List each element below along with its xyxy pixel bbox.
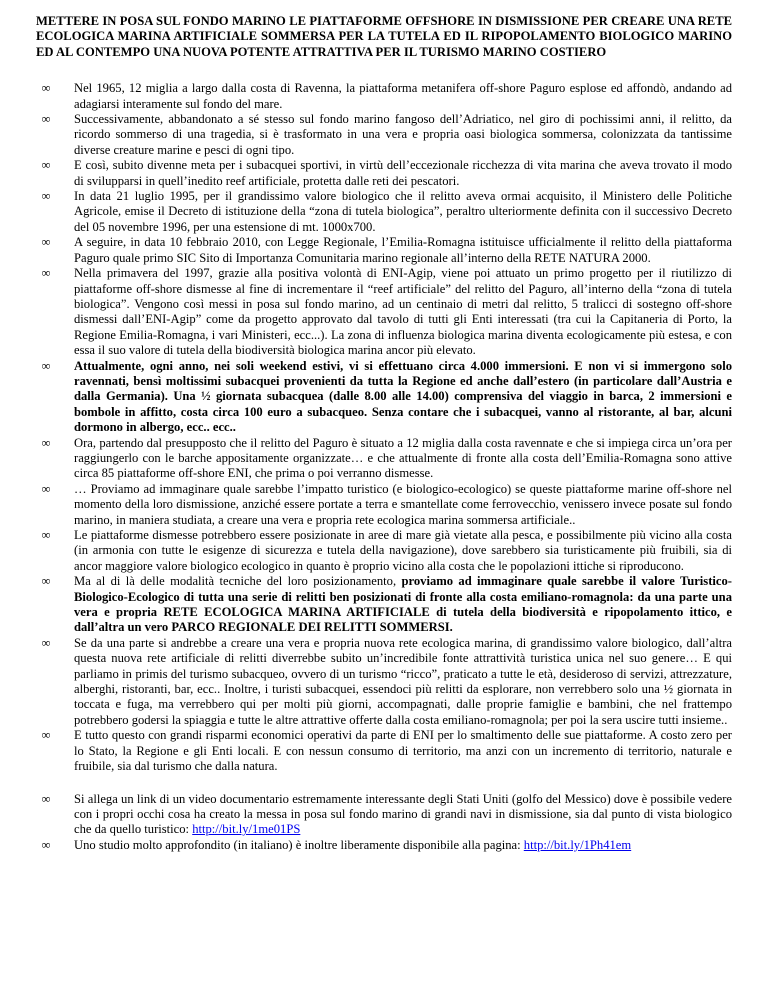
list-item bbox=[36, 574, 732, 636]
bullet-icon: ∞ bbox=[41, 358, 51, 373]
bullet-icon: ∞ bbox=[41, 435, 51, 450]
list-item bbox=[36, 158, 732, 189]
list-item bbox=[36, 838, 732, 853]
bullet-icon: ∞ bbox=[41, 266, 51, 281]
list-item-text: E così, subito divenne meta per i subacquei sportivi, in virtù dell’eccezionale ricchezza di vita marina che aveva trovato il modo di svilupparsi in quell’inedito reef artificiale, protetta dalle reti dei pescatori. bbox=[74, 158, 732, 188]
list-item-bold-text: Attualmente, ogni anno, nei soli weekend estivi, vi si effettuano circa 4.000 immersioni. E non vi si immergono solo ravennati, bensì moltissimi subacquei provenienti da tutta la Regione ed anche dall’estero (in particolare dall’Austria e dalla Germania). Una ½ giornata subacquea (dalle 8.00 alle 14.00) comprensiva del viaggio in barca, 2 immersioni e bombole in affitto, costa circa 100 euro a subacqueo. Senza contare che i subacquei, vanno al ristorante, al bar, alcuni dormono in albergo, ecc.. ecc.. bbox=[74, 358, 732, 435]
list-item bbox=[36, 436, 732, 482]
list-item-text: Ora, partendo dal presupposto che il relitto del Paguro è situato a 12 miglia dalla costa ravennate e che si impiega circa un’ora per raggiungerlo con le barche appositamente organizzate… e che attualmente di fronte alla costa dell’Emilia-Romagna sono attive circa 85 piattaforme off-shore ENI, che prima o poi verranno dismesse. bbox=[74, 435, 732, 481]
list-item bbox=[36, 359, 732, 436]
list-item bbox=[36, 266, 732, 358]
bullet-icon: ∞ bbox=[41, 728, 51, 743]
list-item-text: Nel 1965, 12 miglia a largo dalla costa di Ravenna, la piattaforma metanifera off-shore Paguro esplose ed affondò, andando ad adagiarsi interamente sul fondo del mare. bbox=[74, 81, 732, 111]
bullet-icon: ∞ bbox=[41, 158, 51, 173]
list-item-text: Le piattaforme dismesse potrebbero essere posizionate in aree di mare già vietate alla pesca, e possibilmente più vicino alla costa (in armonia con tutte le esigenze di sicurezza e tutela della navigazione), dove sarebbero sia turisticamente più fruibili, sia di ancor maggiore valore biologico ecologico in quanto è proprio vicino alla costa che le popolazioni ittiche si riproducono. bbox=[74, 528, 732, 573]
list-item-bold-text: proviamo ad immaginare quale sarebbe il valore Turistico-Biologico-Ecologico di tutta una serie di relitti ben posizionati di fronte alla costa emiliano-romagnola: da una parte una vera e propria RETE ECOLOGICA MARINA ARTIFICIALE di tutela della biodiversità e ripopolamento ittico, e dall’altra un vero PARCO REGIONALE DEI RELITTI SOMMERSI. bbox=[74, 574, 732, 635]
bullet-icon: ∞ bbox=[41, 189, 51, 204]
bullet-icon: ∞ bbox=[41, 112, 51, 127]
document-title: METTERE IN POSA SUL FONDO MARINO LE PIATTAFORME OFFSHORE IN DISMISSIONE PER CREARE UNA RETE ECOLOGICA MARINA ARTIFICIALE SOMMERSA PER LA TUTELA ED IL RIPOPOLAMENTO BIOLOGICO MARINO ED AL CONTEMPO UNA NUOVA POTENTE ATTRATTIVA PER IL TURISMO MARINO COSTIERO bbox=[36, 14, 732, 59]
bullet-icon: ∞ bbox=[41, 481, 51, 496]
list-item-text: Se da una parte si andrebbe a creare una vera e propria nuova rete ecologica marina, di grandissimo valore biologico, dall’altra questa nuova rete artificiale di relitti diverrebbe subito un’incredibile fonte attrattività turistica unica nel suo genere… E qui parliamo in primis del turismo subacqueo, ovvero di un turismo “ricco”, praticato a tutte le età, desideroso di servizi, attrezzature, alberghi, ristoranti, bar, ecc.. Inoltre, i turisti subacquei, essendoci più relitti da esplorare, non verrebbero solo una ½ giornata in toccata e fuga, ma verrebbero qui per molti più giorni, accompagnati, dalle proprie famiglie e bambini, che nel frattempo potrebbero godersi la spiaggia e tutte le altre attrattive offerte dalla costa emiliano-romagnola; per poi la sera uscire tutti insieme.. bbox=[74, 635, 732, 727]
list-item-text: A seguire, in data 10 febbraio 2010, con Legge Regionale, l’Emilia-Romagna istituisce ufficialmente il relitto della piattaforma Paguro quale primo SIC Sito di Importanza Comunitaria marino regionale all’interno della RETE NATURA 2000. bbox=[74, 235, 732, 265]
list-item bbox=[36, 528, 732, 574]
list-item-text: … Proviamo ad immaginare quale sarebbe l’impatto turistico (e biologico-ecologico) se queste piattaforme marine off-shore nel momento della loro dismissione, anziché essere portate a terra e smantellate come ferrovecchio, venissero invece posate sul fondo marino, in maniera studiata, a creare una vera e propria rete ecologica marina sommersa artificiale.. bbox=[74, 481, 732, 527]
list-item bbox=[36, 235, 732, 266]
list-item bbox=[36, 482, 732, 528]
list-item bbox=[36, 728, 732, 774]
list-item bbox=[36, 636, 732, 728]
list-item-text: Uno studio molto approfondito (in italiano) è inoltre liberamente disponibile alla pagina: bbox=[74, 837, 524, 852]
links-bullet-list bbox=[36, 792, 732, 854]
url-link[interactable]: http://bit.ly/1me01PS bbox=[192, 822, 301, 837]
list-item-text: Successivamente, abbandonato a sé stesso sul fondo marino fangoso dell’Adriatico, nel giro di pochissimi anni, il relitto, da ricordo sommerso di una tragedia, si è trasformato in una vera e propria oasi biologica sommersa, colonizzata da tantissime diverse creature marine e pesci di ogni tipo. bbox=[74, 112, 732, 157]
list-item-text: E tutto questo con grandi risparmi economici operativi da parte di ENI per lo smaltimento delle sue piattaforme. A costo zero per lo Stato, la Regione e gli Enti locali. E con nessun consumo di territorio, ma anzi con un incremento di territorio, naturale e fruibile, sia dal turismo che dalla natura. bbox=[74, 728, 732, 774]
bullet-icon: ∞ bbox=[41, 791, 51, 806]
bullet-icon: ∞ bbox=[41, 837, 51, 852]
list-item-text: Nella primavera del 1997, grazie alla positiva volontà di ENI-Agip, viene poi attuato un primo progetto per il riutilizzo di piattaforme off-shore dismesse al fine di incrementare il “reef artificiale” del relitto del Paguro, all’interno della “zona di tutela biologica”. Vengono così messi in posa sul fondo marino, ad un centinaio di metri dal relitto, 5 tralicci di sostegno off-shore dismessi dall’ENI-Agip” come da progetto approvato dal tavolo di tutti gli Enti interessati (tra cui la Capitaneria di Porto, la Regione Emilia-Romagna, i vari Ministeri, ecc...). La zona di influenza biologica marina diventa ecologicamente più estesa, e con essa il suo valore di tutela della biodiversità biologica marina ancor più elevato. bbox=[74, 266, 732, 358]
bullet-icon: ∞ bbox=[41, 235, 51, 250]
list-item-text: Ma al di là delle modalità tecniche del loro posizionamento, bbox=[74, 574, 402, 589]
list-item-text: Si allega un link di un video documentario estremamente interessante degli Stati Uniti (golfo del Messico) dove è possibile vedere con i propri occhi cosa ha creato la messa in posa sul fondo marino di grandi navi in dismissione, sia dal punto di vista biologico che da quello turistico: bbox=[74, 791, 732, 837]
list-item bbox=[36, 189, 732, 235]
list-item-text: In data 21 luglio 1995, per il grandissimo valore biologico che il relitto aveva ormai acquisito, il Ministero delle Politiche Agricole, emise il Decreto di istituzione della “zona di tutela biologica”, peraltro ulteriormente definita con il successivo Decreto del 05 novembre 1996, per una estensione di mt. 1000x700. bbox=[74, 189, 732, 234]
main-bullet-list bbox=[36, 81, 732, 774]
bullet-icon: ∞ bbox=[41, 81, 51, 96]
bullet-icon: ∞ bbox=[41, 574, 51, 589]
list-item bbox=[36, 81, 732, 112]
url-link[interactable]: http://bit.ly/1Ph41em bbox=[523, 837, 632, 852]
list-item bbox=[36, 112, 732, 158]
list-item bbox=[36, 792, 732, 838]
bullet-icon: ∞ bbox=[41, 528, 51, 542]
bullet-icon: ∞ bbox=[41, 635, 51, 650]
